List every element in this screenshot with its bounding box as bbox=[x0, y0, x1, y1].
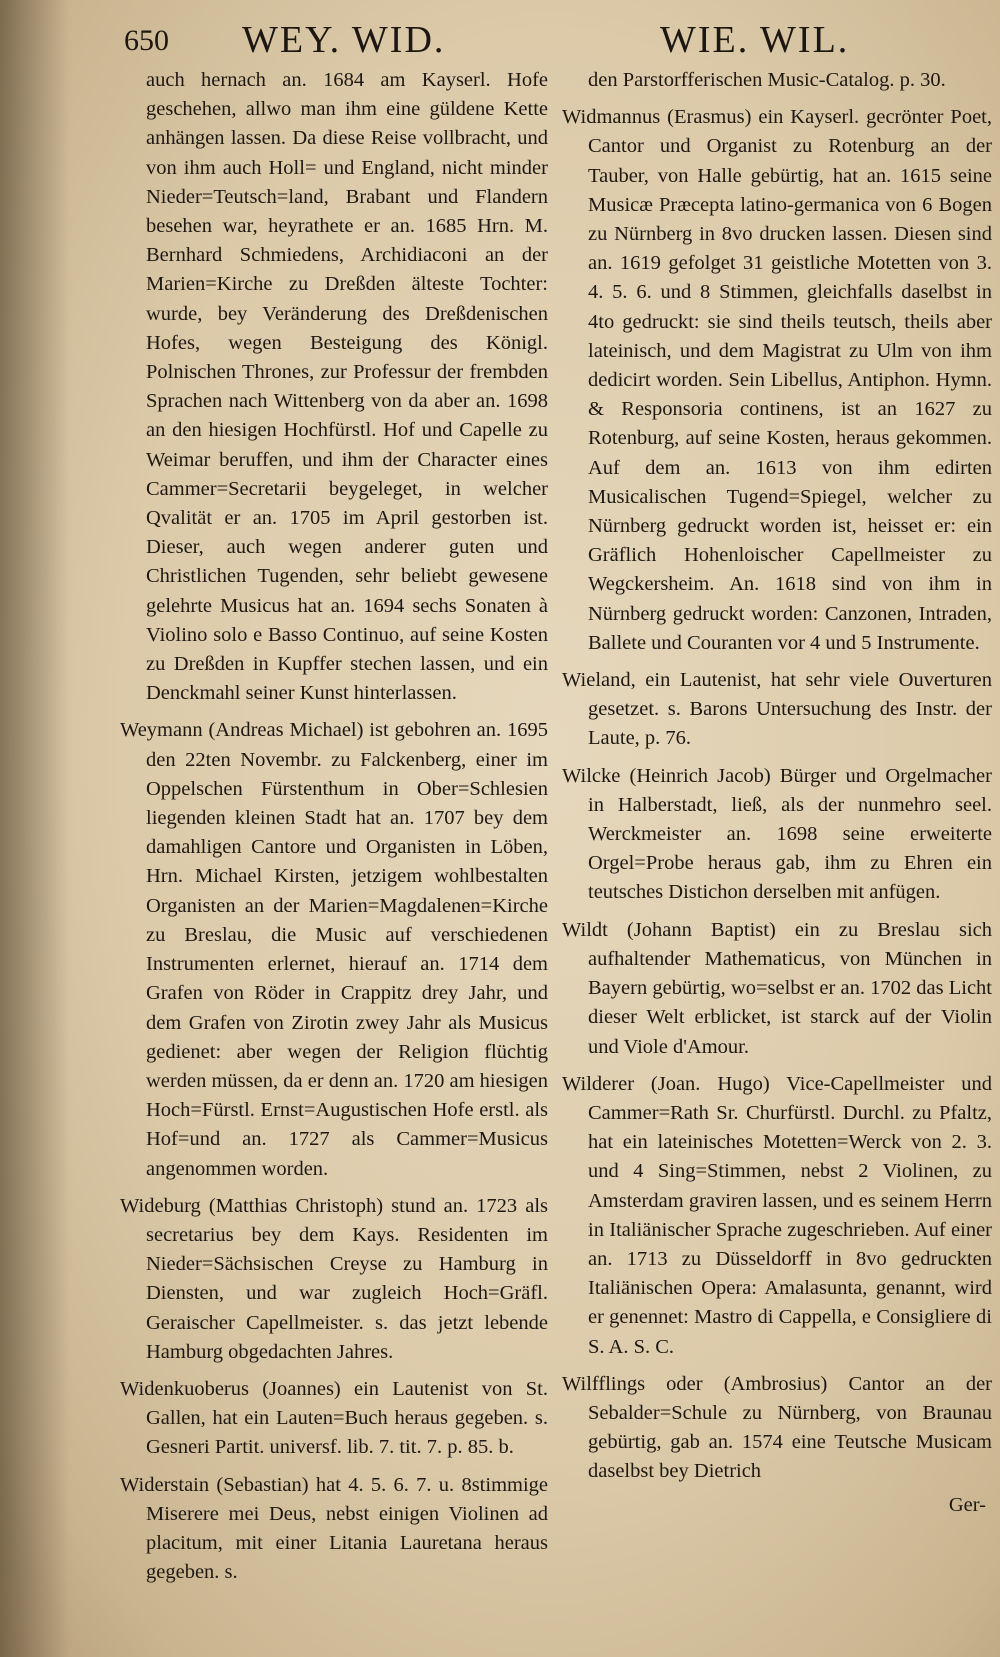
entry-wilfflings: Wilfflings oder (Ambrosius) Cantor an der Sebalder=Schule zu Nürnberg, von Braunau gebürtig, gab an. 1574 eine Teutsche Musicam daselbst bey Dietrich bbox=[562, 1372, 992, 1483]
entry-widerstain: Widerstain (Sebastian) hat 4. 5. 6. 7. u. 8stimmige Miserere mei Deus, nebst einigen Violinen ad placitum, mit einer Litania Lauretana heraus gegeben. s. bbox=[120, 1473, 548, 1584]
entry-wilcke: Wilcke (Heinrich Jacob) Bürger und Orgelmacher in Halberstadt, ließ, als der nunmehro seel. Werckmeister an. 1698 seine erweiterte Orgel=Probe heraus gab, ihm zu Ehren ein teutsches Distichon derselben mit anfügen. bbox=[562, 764, 992, 904]
left-running-head: WEY. WID. bbox=[242, 19, 446, 61]
gutter-shadow bbox=[0, 0, 70, 1657]
page-number: 650 bbox=[124, 24, 169, 57]
right-running-head: WIE. WIL. bbox=[660, 19, 850, 61]
entry-wilderer: Wilderer (Joan. Hugo) Vice-Capellmeister und Cammer=Rath Sr. Churfürstl. Durchl. zu Pfaltz, hat ein lateinisches Motetten=Werck von 2. 3. und 4 Sing=Stimmen, nebst 2 Violinen, zu Amsterdam graviren lassen, und es seinem Herrn in Italiänischer Sprache zugeschrieben. Auf einer an. 1713 zu Düsseldorff in 8vo gedruckten Italiänischen Opera: Amalasunta, genannt, wird er genennet: Mastro di Cappella, e Consigliere di S. A. S. C. bbox=[562, 1072, 992, 1358]
right-continuation-text: den Parstorfferischen Music-Catalog. p. 30. bbox=[588, 69, 946, 91]
entry-widenkuoberus: Widenkuoberus (Joannes) ein Lautenist von St. Gallen, hat ein Lauten=Buch heraus gegeben. s. Gesneri Partit. universf. lib. 7. tit. 7. p. 85. b. bbox=[120, 1377, 548, 1459]
page-header bbox=[0, 14, 1000, 60]
entry-weymann: Weymann (Andreas Michael) ist gebohren an. 1695 den 22ten Novembr. zu Falckenberg, einer im Oppelschen Fürstenthum in Ober=Schlesien liegenden kleinen Stadt hat an. 1707 bey dem damahligen Cantore und Organisten in Löben, Hrn. Michael Kirsten, jetzigem wohlbestalten Organisten an der Marien=Magdalenen=Kirche zu Breslau, die Music auf verschiedenen Instrumenten erlernet, hierauf an. 1714 dem Grafen von Röder in Crappitz drey Jahr, und dem Grafen von Zirotin zwey Jahr als Musicus gedienet: aber wegen der Religion flüchtig werden müssen, da er denn an. 1720 am hiesigen Hoch=Fürstl. Ernst=Augustischen Hofe erstl. als Hof=und an. 1727 als Cammer=Musicus angenommen worden. bbox=[120, 719, 548, 1180]
right-column bbox=[562, 66, 992, 1520]
left-continuation-text: auch hernach an. 1684 am Kayserl. Hofe geschehen, allwo man ihm eine güldene Kette anhängen lassen. Da diese Reise vollbracht, und von ihm auch Holl= und England, nicht minder Nieder=Teutsch=land, Brabant und Flandern besehen war, heyrathete er an. 1685 Hrn. M. Bernhard Schmiedens, Archidiaconi an der Marien=Kirche zu Dreßden älteste Tochter: wurde, bey Veränderung des Dreßdenischen Hofes, wegen Besteigung des Königl. Polnischen Thrones, zur Professur der frembden Sprachen nach Wittenberg von da aber an. 1698 an den hiesigen Hochfürstl. Hof und Capelle zu Weimar beruffen, und ihm der Character eines Cammer=Secretarii beygeleget, in welcher Qvalität er an. 1705 im April gestorben ist. Dieser, auch wegen anderer guten und Christlichen Tugenden, sehr beliebt gewesene gelehrte Musicus hat an. 1694 sechs Sonaten à Violino solo e Basso Continuo, auf seine Kosten zu Dreßden in Kupffer stechen lassen, und ein Denckmahl seiner Kunst hinterlassen. bbox=[146, 69, 548, 705]
left-column bbox=[120, 66, 548, 1595]
catchword: Ger- bbox=[948, 1493, 986, 1516]
entry-wieland: Wieland, ein Lautenist, hat sehr viele Ouverturen gesetzet. s. Barons Untersuchung des Instr. der Laute, p. 76. bbox=[562, 669, 992, 750]
entry-wildt: Wildt (Johann Baptist) ein zu Breslau sich aufhaltender Mathematicus, von München in Bayern gebürtig, wo=selbst er an. 1702 das Licht dieser Welt erblicket, ist starck auf der Violin und Viole d'Amour. bbox=[562, 918, 992, 1058]
entry-wideburg: Wideburg (Matthias Christoph) stund an. 1723 als secretarius bey dem Kays. Residenten im Nieder=Sächsischen Creyse zu Hamburg in Diensten, und war zugleich Hoch=Gräfl. Geraischer Capellmeister. s. das jetzt lebende Hamburg obgedachten Jahres. bbox=[120, 1194, 548, 1363]
entry-widmannus: Widmannus (Erasmus) ein Kayserl. gecrönter Poet, Cantor und Organist zu Rotenburg an der Tauber, von Halle gebürtig, hat an. 1615 seine Musicæ Præcepta latino-germanica von 6 Bogen zu Nürnberg in 8vo drucken lassen. Diesen sind an. 1619 gefolget 31 geistliche Motetten von 3. 4. 5. 6. und 8 Stimmen, gleichfalls daselbst in 4to gedruckt: sie sind theils teutsch, theils aber lateinisch, und dem Magistrat zu Ulm von ihm dedicirt worden. Sein Libellus, Antiphon. Hymn. & Responsoria continens, ist an 1627 zu Rotenburg, auf seine Kosten, heraus gekommen. Auf dem an. 1613 von ihm edirten Musicalischen Tugend=Spiegel, welcher zu Nürnberg gedruckt worden ist, heisset er: ein Gräflich Hohenloischer Capellmeister zu Wegckersheim. An. 1618 sind von ihm in Nürnberg gedruckt worden: Canzonen, Intraden, Ballete und Couranten vor 4 und 5 Instrumente. bbox=[562, 106, 992, 654]
